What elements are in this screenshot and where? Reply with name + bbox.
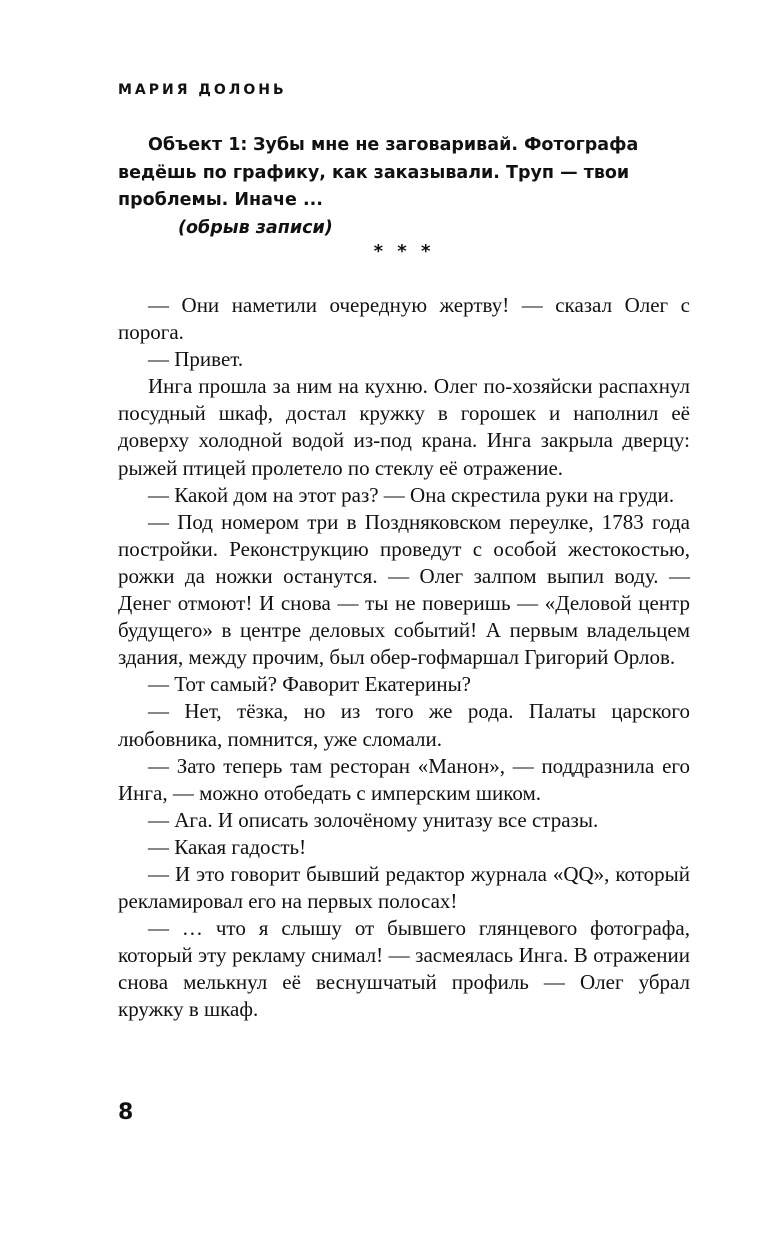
paragraph: — Зато теперь там ресторан «Манон», — поддразнила его Инга, — можно отобедать с имперским шиком. xyxy=(118,753,690,805)
paragraph: — Тот самый? Фаворит Екатерины? xyxy=(148,672,471,697)
transcript-speaker: Объект 1: xyxy=(148,135,248,155)
paragraph: — Какая гадость! xyxy=(148,834,307,859)
paragraph: — … что я слышу от бывшего глянцевого фотографа, который эту рекламу снимал! — засмеялась Инга. В отражении снова мелькнул её веснушчатый профиль — Олег убрал кружку в шкаф. xyxy=(118,916,690,1022)
running-head: МАРИЯ ДОЛОНЬ xyxy=(118,82,287,98)
paragraph: — Нет, тёзка, но из того же рода. Палаты царского любовника, помнится, уже сломали. xyxy=(118,699,690,751)
transcript-note: (обрыв записи) xyxy=(178,217,333,238)
paragraph: — Привет. xyxy=(148,347,244,372)
paragraph: — И это говорит бывший редактор журнала «QQ», который рекламировал его на первых полосах! xyxy=(118,861,690,914)
paragraph: Инга прошла за ним на кухню. Олег по-хозяйски распахнул посудный шкаф, достал кружку в горошек и наполнил её доверху холодной водой из-под крана. Инга закрыла дверцу: рыжей птицей пролетело по стеклу её отражение. xyxy=(118,374,690,480)
paragraph: — Под номером три в Поздняковском переулке, 1783 года постройки. Реконструкцию проведут с особой жестокостью, рожки да ножки останутся. — Олег залпом выпил воду. — Денег отмоют! И снова — ты не поверишь — «Деловой центр будущего» в центре деловых событий! А первым владельцем здания, между прочим, был обер-гофмаршал Григорий Орлов. xyxy=(118,509,690,670)
section-separator: * * * xyxy=(373,241,435,262)
paragraph: — Какой дом на этот раз? — Она скрестила руки на груди. xyxy=(148,482,675,507)
page-number: 8 xyxy=(118,1100,134,1125)
transcript-text: Зубы мне не заговаривай. Фотографа ведёшь по графику, как заказывали. Труп — твои проблемы. Иначе ... xyxy=(118,135,639,210)
paragraph: — Ага. И описать золочёному унитазу все стразы. xyxy=(148,807,599,832)
body-text xyxy=(118,292,690,1024)
paragraph: — Они наметили очередную жертву! — сказал Олег с порога. xyxy=(118,293,690,345)
recording-transcript xyxy=(118,132,690,242)
transcript-line xyxy=(118,132,690,215)
